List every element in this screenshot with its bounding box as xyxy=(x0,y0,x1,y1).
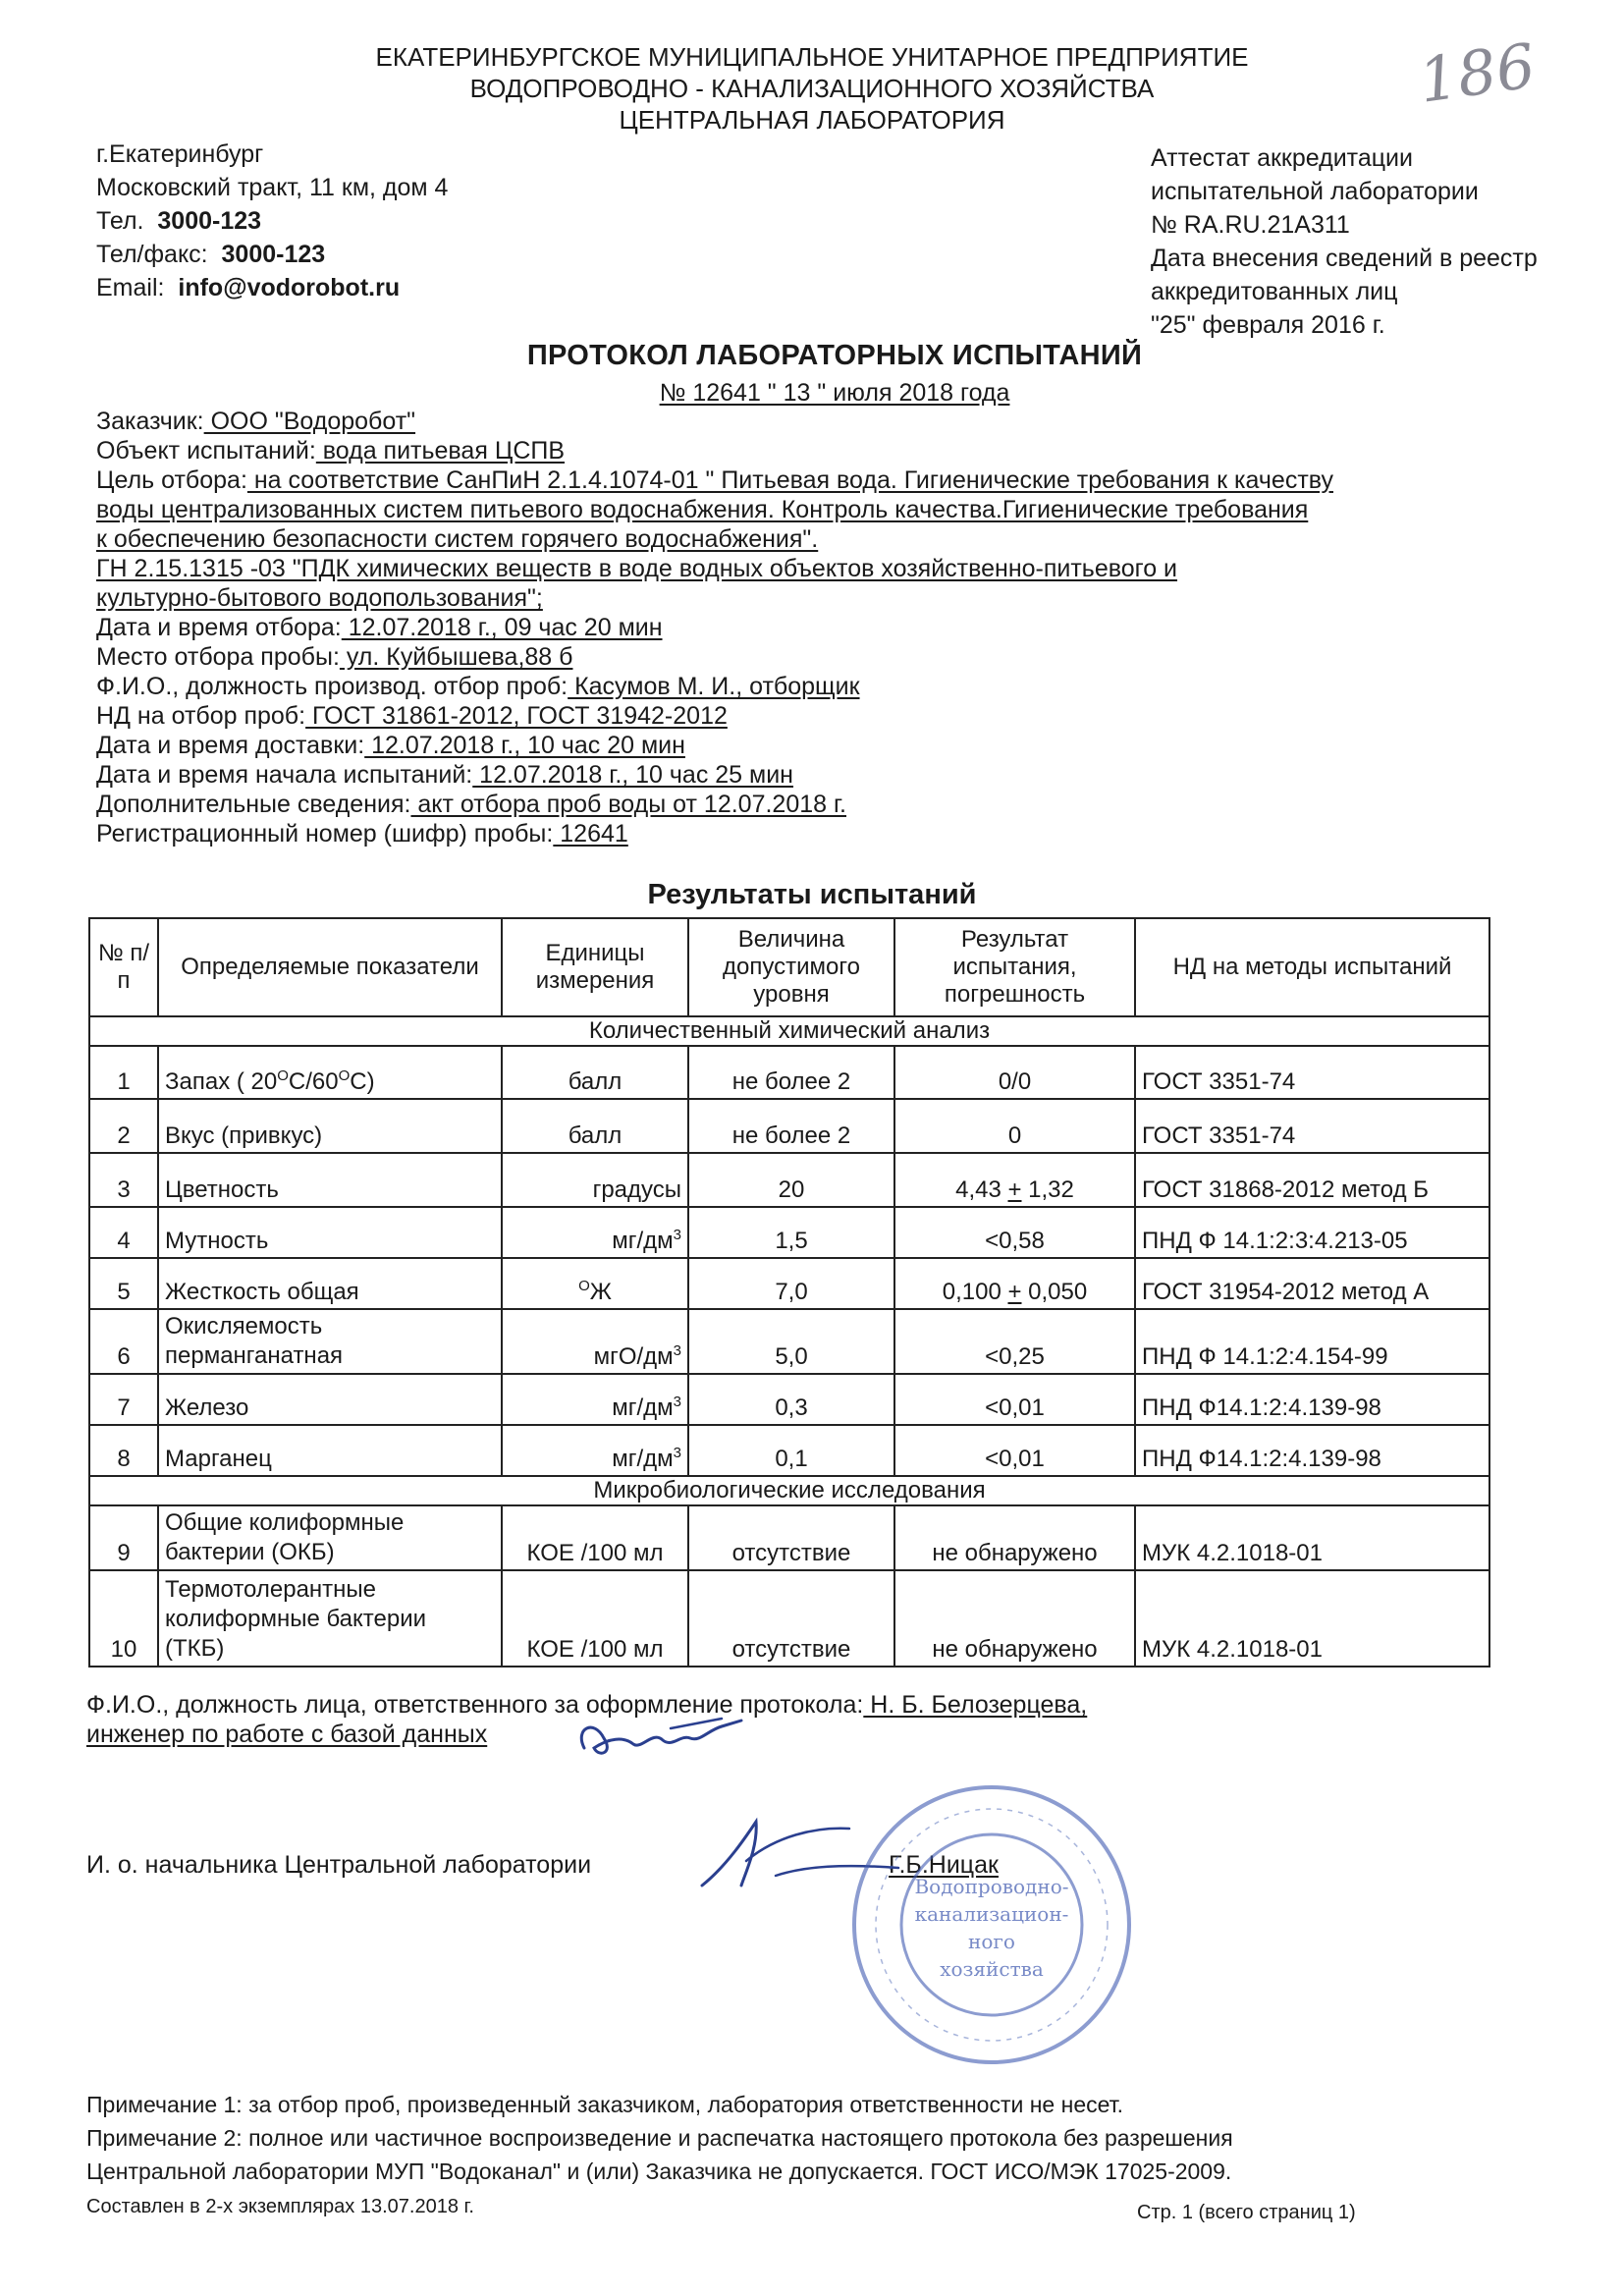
results-title: Результаты испытаний xyxy=(647,879,977,910)
table-header-row xyxy=(89,918,1489,1016)
section-row xyxy=(89,1476,1489,1505)
fax-line: Тел/факс: 3000-123 xyxy=(96,241,326,268)
copies-note: Составлен в 2-х экземплярах 13.07.2018 г. xyxy=(86,2196,474,2217)
note-2a: Примечание 2: полное или частичное воспроизведение и распечатка настоящего протокола без разрешения xyxy=(86,2125,1233,2151)
purpose-value-5: культурно-бытового водопользования"; xyxy=(96,584,543,612)
purpose-value-1: на соответствие СанПиН 2.1.4.1074-01 " Питьевая вода. Гигиенические требования к качеству xyxy=(246,466,1333,494)
accreditation-line-5: аккредитованных лиц xyxy=(1151,278,1398,305)
sampler: Касумов М. И., отборщик xyxy=(568,673,860,700)
customer-value: ООО "Водоробот" xyxy=(203,408,416,435)
stamp-text-4: хозяйства xyxy=(940,1957,1044,1981)
org-line-1: ЕКАТЕРИНБУРГСКОЕ МУНИЦИПАЛЬНОЕ УНИТАРНОЕ ПРЕДПРИЯТИЕ xyxy=(375,42,1249,72)
org-line-2: ВОДОПРОВОДНО - КАНАЛИЗАЦИОННОГО ХОЗЯЙСТВА xyxy=(469,74,1155,103)
page-number: Стр. 1 (всего страниц 1) xyxy=(1137,2202,1356,2223)
phone-value: 3000-123 xyxy=(157,207,262,235)
fax-value: 3000-123 xyxy=(221,241,326,268)
email-line: Email: info@vodorobot.ru xyxy=(96,274,401,301)
section-chemical: Количественный химический анализ xyxy=(89,1016,1489,1046)
table-row: 6 Окисляемость перманганатная мгО/$дм^3$ 5,0 <0,25 ПНД Ф 14.1:2:4.154-99 xyxy=(89,1309,1489,1374)
accreditation-line-6: "25" февраля 2016 г. xyxy=(1151,311,1385,339)
contacts xyxy=(96,137,448,304)
delivery-datetime: 12.07.2018 г., 10 час 20 мин xyxy=(364,732,685,759)
section-row xyxy=(89,1016,1489,1046)
responsible-signature xyxy=(565,1709,751,1768)
head-label: И. о. начальника Центральной лаборатории xyxy=(86,1851,592,1879)
table-row: 4 Мутность $мг/дм^3$ 1,5 <0,58 ПНД Ф 14.1:2:3:4.213-05 xyxy=(89,1207,1489,1258)
stamp-seal xyxy=(844,1777,1139,2072)
extra-info: акт отбора проб воды от 12.07.2018 г. xyxy=(410,791,846,818)
object-value: вода питьевая ЦСПВ xyxy=(315,437,566,465)
table-row: 8 Марганец $мг/дм^3$ 0,1 <0,01 ПНД Ф14.1:2:4.139-98 xyxy=(89,1425,1489,1476)
phone-line: Тел. 3000-123 xyxy=(96,207,262,235)
registration-number: 12641 xyxy=(553,820,628,847)
accreditation-line-2: испытательной лаборатории xyxy=(1151,178,1479,205)
accreditation xyxy=(1151,141,1538,342)
section-micro: Микробиологические исследования xyxy=(89,1476,1489,1505)
protocol-fields: Заказчик: ООО "Водоробот" Объект испытаний: вода питьевая ЦСПВ Цель отбора: на соответствие СанПиН 2.1.4.1074-01 " Питьевая вода. Гигиенические требования к качеству воды централизованных систем питьевого водоснабжения. Контроль качества.Гигиенические требования к обеспечению безопасности систем горячего водоснабжения". ГН 2.15.1315 -03 "ПДК химических веществ в воде водных объектов хозяйственно-питьевого и культурно-бытового водопользования"; Дата и время отбора: 12.07.2018 г., 09 час 20 мин Место отбора пробы: ул. Куйбышева,88 б Ф.И.О., должность производ. отбор проб: Касумов М. И., отборщик НД на отбор проб: ГОСТ 31861-2012, ГОСТ 31942-2012 Дата и время доставки: 12.07.2018 г., 10 час 20 мин Дата и время начала испытаний: 12.07.2018 г., 10 час 25 мин Дополнительные сведения: акт отбора проб воды от 12.07.2018 г. Регистрационный номер (шифр) пробы: 12641 xyxy=(96,408,1333,847)
page-mark: 186 xyxy=(1414,29,1540,117)
table-row: 5 Жесткость общая $^О$Ж 7,0 0,100 + 0,050 ГОСТ 31954-2012 метод А xyxy=(89,1258,1489,1309)
indicator-name: Запах ( $20^ОС/60^ОС$) xyxy=(158,1046,502,1099)
header-result: Результат испытания, погрешность xyxy=(894,918,1135,1016)
address: Московский тракт, 11 км, дом 4 xyxy=(96,174,449,201)
table-row: 9 Общие колиформные бактерии (ОКБ) КОЕ /100 мл отсутствие не обнаружено МУК 4.2.1018-01 xyxy=(89,1505,1489,1570)
protocol-number: № 12641 " 13 " июля 2018 года xyxy=(659,379,1010,407)
header-units: Единицы измерения xyxy=(502,918,688,1016)
purpose-value-2: воды централизованных систем питьевого водоснабжения. Контроль качества.Гигиенические требования xyxy=(96,496,1309,523)
table-row: 2 Вкус (привкус) балл не более 2 0 ГОСТ 3351-74 xyxy=(89,1099,1489,1153)
table-row: 10 Термотолерантные колиформные бактерии (ТКБ) КОЕ /100 мл отсутствие не обнаружено МУК 4.2.1018-01 xyxy=(89,1570,1489,1667)
header-method: НД на методы испытаний xyxy=(1135,918,1489,1016)
email-value: info@vodorobot.ru xyxy=(178,274,401,301)
purpose-value-4: ГН 2.15.1315 -03 "ПДК химических веществ в воде водных объектов хозяйственно-питьевого и xyxy=(96,555,1178,582)
accreditation-line-1: Аттестат аккредитации xyxy=(1151,144,1413,172)
note-1: Примечание 1: за отбор проб, произведенный заказчиком, лаборатория ответственности не несет. xyxy=(86,2092,1124,2117)
protocol-title: ПРОТОКОЛ ЛАБОРАТОРНЫХ ИСПЫТАНИЙ xyxy=(526,340,1143,371)
table-row: 1 Запах ( $20^ОС/60^ОС$) балл не более 2 0/0 ГОСТ 3351-74 xyxy=(89,1046,1489,1099)
stamp-text-1: Водопроводно- xyxy=(914,1875,1069,1898)
header-limit: Величина допустимого уровня xyxy=(688,918,894,1016)
table-row: 7 Железо $мг/дм^3$ 0,3 <0,01 ПНД Ф14.1:2:4.139-98 xyxy=(89,1374,1489,1425)
responsible-name: Н. Б. Белозерцева, xyxy=(863,1691,1088,1719)
accreditation-line-3: № RA.RU.21A311 xyxy=(1151,211,1350,239)
purpose-value-3: к обеспечению безопасности систем горячего водоснабжения". xyxy=(96,525,819,553)
accreditation-line-4: Дата внесения сведений в реестр xyxy=(1151,245,1538,272)
city: г.Екатеринбург xyxy=(96,140,264,168)
org-line-3: ЦЕНТРАЛЬНАЯ ЛАБОРАТОРИЯ xyxy=(619,105,1005,135)
header-indicator: Определяемые показатели xyxy=(158,918,502,1016)
header-num: № п/п xyxy=(89,918,158,1016)
table-row: 3 Цветность градусы 20 4,43 + 1,32 ГОСТ 31868-2012 метод Б xyxy=(89,1153,1489,1207)
stamp-text-3: ного xyxy=(968,1930,1015,1953)
note-2b: Центральной лаборатории МУП "Водоканал" и (или) Заказчика не допускается. ГОСТ ИСО/МЭК 17025-2009. xyxy=(86,2159,1232,2184)
head-name: Г.Б.Ницак xyxy=(889,1851,999,1879)
responsible-line: Ф.И.О., должность лица, ответственного за оформление протокола: Н. Б. Белозерцева, xyxy=(86,1691,1088,1719)
responsible-position: инженер по работе с базой данных xyxy=(86,1721,488,1748)
sampling-datetime: 12.07.2018 г., 09 час 20 мин xyxy=(341,614,663,641)
results-table xyxy=(88,917,1490,1667)
sampling-nd: ГОСТ 31861-2012, ГОСТ 31942-2012 xyxy=(305,702,728,730)
test-start-datetime: 12.07.2018 г., 10 час 25 мин xyxy=(472,761,793,789)
sampling-place: ул. Куйбышева,88 б xyxy=(339,643,573,671)
stamp-text-2: канализацион- xyxy=(914,1902,1069,1926)
